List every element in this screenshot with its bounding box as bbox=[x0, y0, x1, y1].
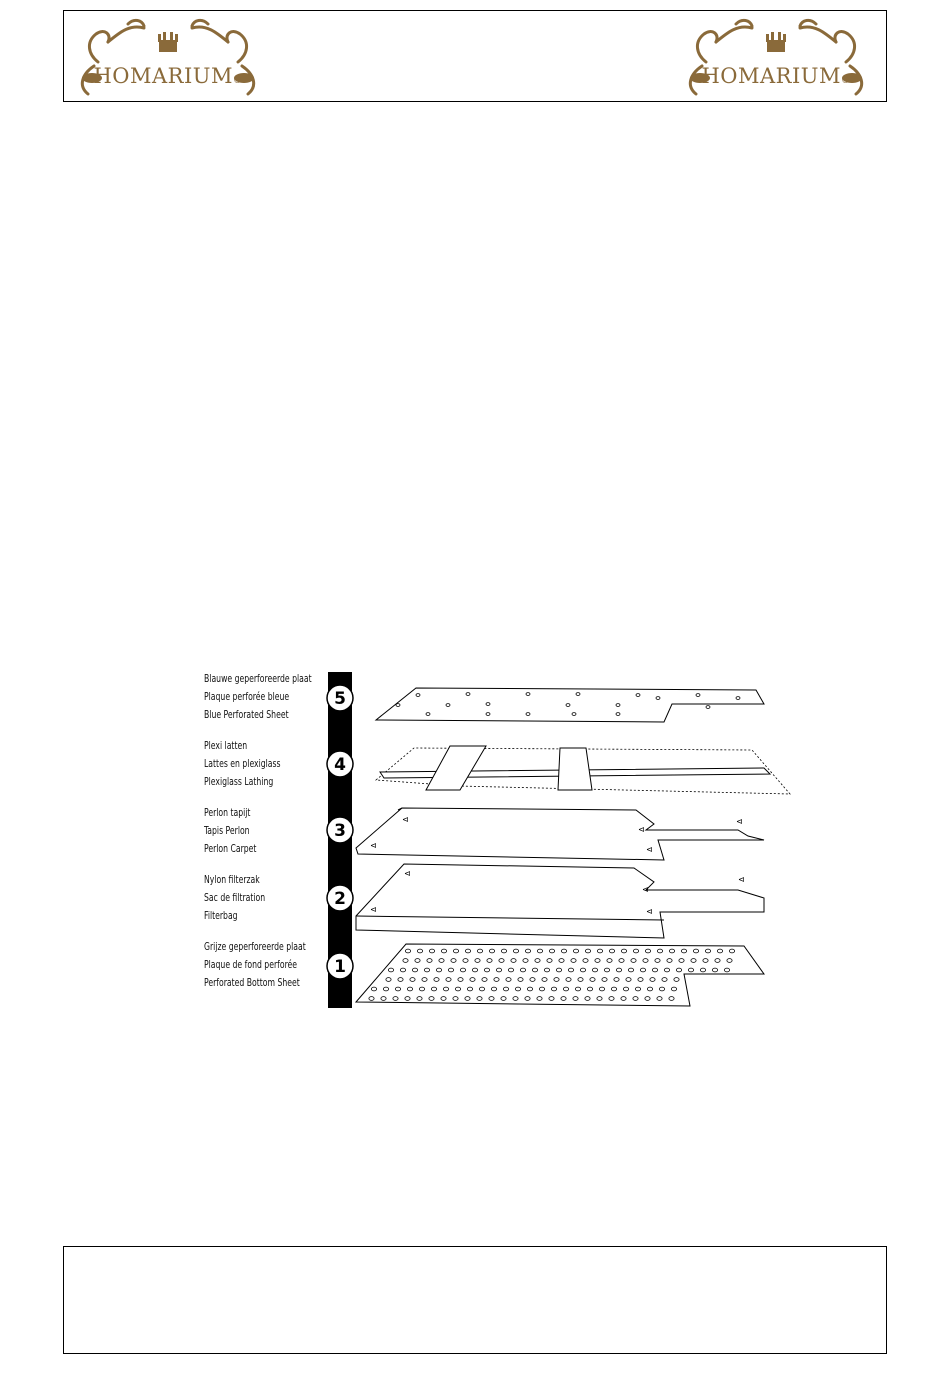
perforation-hole bbox=[590, 978, 595, 982]
perforation-hole bbox=[405, 949, 410, 953]
perforation-hole bbox=[503, 987, 508, 991]
perforation-hole bbox=[410, 978, 415, 982]
perforation-hole bbox=[499, 959, 504, 963]
layer-5-sheet bbox=[376, 688, 764, 722]
perforation-hole bbox=[717, 949, 722, 953]
perforation-hole bbox=[429, 949, 434, 953]
layer-4-number: 4 bbox=[334, 755, 346, 775]
perforation-hole bbox=[568, 968, 573, 972]
perforation-hole bbox=[724, 968, 729, 972]
layer-5-label-fr: Plaque perforée bleue bbox=[204, 690, 290, 703]
perforation-hole bbox=[393, 997, 398, 1001]
perforation-hole bbox=[465, 949, 470, 953]
perforation-hole bbox=[489, 997, 494, 1001]
perforation-hole bbox=[523, 959, 528, 963]
perforation-hole bbox=[645, 997, 650, 1001]
layer-5-labels bbox=[204, 670, 334, 724]
perforation-hole bbox=[628, 968, 633, 972]
perforation-hole bbox=[669, 997, 674, 1001]
svg-text:⊲: ⊲ bbox=[736, 817, 743, 826]
perforation-hole bbox=[441, 997, 446, 1001]
perforation-hole bbox=[482, 978, 487, 982]
perforation-hole bbox=[563, 987, 568, 991]
layer-4-lathing bbox=[376, 746, 790, 794]
perforation-hole bbox=[599, 987, 604, 991]
perforation-hole bbox=[703, 959, 708, 963]
perforation-hole bbox=[400, 968, 405, 972]
layer-3-labels bbox=[204, 804, 334, 858]
perforation-hole bbox=[513, 997, 518, 1001]
perforation-hole bbox=[592, 968, 597, 972]
perforation-hole bbox=[700, 968, 705, 972]
perforation-hole bbox=[520, 968, 525, 972]
perforation-hole bbox=[496, 968, 501, 972]
perforation-hole bbox=[475, 959, 480, 963]
layer-2-label-fr: Sac de filtration bbox=[204, 891, 266, 904]
perforation-hole bbox=[712, 968, 717, 972]
perforation-hole bbox=[532, 968, 537, 972]
perforation-hole bbox=[386, 978, 391, 982]
filter-layers-diagram bbox=[198, 668, 798, 1013]
perforation-hole bbox=[472, 968, 477, 972]
perforation-hole bbox=[431, 987, 436, 991]
perforation-hole bbox=[623, 987, 628, 991]
perforation-hole bbox=[395, 987, 400, 991]
perforation-hole bbox=[470, 978, 475, 982]
perforation-hole bbox=[527, 987, 532, 991]
perforation-hole bbox=[383, 987, 388, 991]
perforation-hole bbox=[460, 968, 465, 972]
perforation-hole bbox=[621, 949, 626, 953]
layer-5-label-nl: Blauwe geperforeerde plaat bbox=[204, 672, 312, 685]
brand-name: HOMARIUM® bbox=[93, 64, 243, 88]
perforation-hole bbox=[525, 949, 530, 953]
perforation-hole bbox=[477, 949, 482, 953]
perforation-hole bbox=[451, 959, 456, 963]
layer-3-label-en: Perlon Carpet bbox=[204, 842, 257, 855]
layer-1-labels bbox=[204, 938, 334, 992]
perforation-hole bbox=[422, 978, 427, 982]
perforation-hole bbox=[535, 959, 540, 963]
perforation-hole bbox=[693, 949, 698, 953]
perforation-hole bbox=[655, 959, 660, 963]
perforation-hole bbox=[453, 997, 458, 1001]
perforation-hole bbox=[547, 959, 552, 963]
perforation-hole bbox=[458, 978, 463, 982]
perforation-hole bbox=[664, 968, 669, 972]
perforation-hole bbox=[691, 959, 696, 963]
perforation-hole bbox=[429, 997, 434, 1001]
perforation-hole bbox=[571, 959, 576, 963]
perforation-hole bbox=[544, 968, 549, 972]
perforation-hole bbox=[561, 949, 566, 953]
perforation-hole bbox=[511, 959, 516, 963]
perforation-hole bbox=[434, 978, 439, 982]
perforation-hole bbox=[398, 978, 403, 982]
layer-1-label-fr: Plaque de fond perforée bbox=[204, 958, 298, 971]
layer-3-label-fr: Tapis Perlon bbox=[204, 824, 250, 837]
svg-text:⊲: ⊲ bbox=[646, 845, 653, 854]
perforation-hole bbox=[530, 978, 535, 982]
perforation-hole bbox=[381, 997, 386, 1001]
perforation-hole bbox=[556, 968, 561, 972]
layer-3-carpet bbox=[356, 808, 764, 860]
perforation-hole bbox=[467, 987, 472, 991]
perforation-hole bbox=[508, 968, 513, 972]
perforation-hole bbox=[439, 959, 444, 963]
perforation-hole bbox=[645, 949, 650, 953]
layer-4-labels bbox=[204, 737, 334, 791]
perforation-hole bbox=[575, 987, 580, 991]
svg-text:⊲: ⊲ bbox=[642, 885, 649, 894]
perforation-hole bbox=[676, 968, 681, 972]
perforation-hole bbox=[631, 959, 636, 963]
perforation-hole bbox=[369, 997, 374, 1001]
perforation-hole bbox=[412, 968, 417, 972]
perforation-hole bbox=[715, 959, 720, 963]
perforation-hole bbox=[448, 968, 453, 972]
perforation-hole bbox=[424, 968, 429, 972]
perforation-hole bbox=[587, 987, 592, 991]
perforation-hole bbox=[371, 987, 376, 991]
perforation-hole bbox=[611, 987, 616, 991]
perforation-hole bbox=[635, 987, 640, 991]
homarium-logo-left bbox=[68, 14, 268, 100]
perforation-hole bbox=[453, 949, 458, 953]
perforation-hole bbox=[638, 978, 643, 982]
perforation-hole bbox=[650, 978, 655, 982]
perforation-hole bbox=[573, 997, 578, 1001]
perforation-hole bbox=[681, 949, 686, 953]
perforation-hole bbox=[537, 997, 542, 1001]
perforation-hole bbox=[688, 968, 693, 972]
perforation-hole bbox=[609, 997, 614, 1001]
perforation-hole bbox=[671, 987, 676, 991]
perforation-hole bbox=[446, 978, 451, 982]
perforation-hole bbox=[566, 978, 571, 982]
perforation-hole bbox=[465, 997, 470, 1001]
perforation-hole bbox=[539, 987, 544, 991]
perforation-hole bbox=[640, 968, 645, 972]
perforation-hole bbox=[419, 987, 424, 991]
perforation-hole bbox=[585, 949, 590, 953]
perforation-hole bbox=[585, 997, 590, 1001]
layer-5-label-en: Blue Perforated Sheet bbox=[204, 708, 289, 721]
perforation-hole bbox=[542, 978, 547, 982]
perforation-hole bbox=[525, 997, 530, 1001]
perforation-hole bbox=[484, 968, 489, 972]
perforation-hole bbox=[501, 997, 506, 1001]
perforation-hole bbox=[554, 978, 559, 982]
perforation-hole bbox=[489, 949, 494, 953]
perforation-hole bbox=[727, 959, 732, 963]
perforation-hole bbox=[616, 968, 621, 972]
perforation-hole bbox=[441, 949, 446, 953]
perforation-hole bbox=[537, 949, 542, 953]
perforation-hole bbox=[669, 949, 674, 953]
perforation-hole bbox=[477, 997, 482, 1001]
perforation-hole bbox=[455, 987, 460, 991]
layer-3-number: 3 bbox=[334, 821, 346, 841]
perforation-hole bbox=[436, 968, 441, 972]
perforation-hole bbox=[513, 949, 518, 953]
perforation-hole bbox=[405, 997, 410, 1001]
perforation-hole bbox=[597, 997, 602, 1001]
perforation-hole bbox=[595, 959, 600, 963]
perforation-hole bbox=[549, 949, 554, 953]
footer-frame bbox=[63, 1246, 887, 1354]
layer-1-number: 1 bbox=[334, 957, 346, 977]
perforation-hole bbox=[647, 987, 652, 991]
perforation-hole bbox=[652, 968, 657, 972]
perforation-hole bbox=[463, 959, 468, 963]
layer-2-label-nl: Nylon filterzak bbox=[204, 873, 260, 886]
perforation-hole bbox=[657, 949, 662, 953]
perforation-hole bbox=[388, 968, 393, 972]
layer-1-label-nl: Grijze geperforeerde plaat bbox=[204, 940, 306, 953]
perforation-hole bbox=[633, 997, 638, 1001]
perforation-hole bbox=[626, 978, 631, 982]
layer-4-label-fr: Lattes en plexiglass bbox=[204, 757, 281, 770]
perforation-hole bbox=[667, 959, 672, 963]
perforation-hole bbox=[559, 959, 564, 963]
layer-4-label-nl: Plexi latten bbox=[204, 739, 248, 752]
perforation-hole bbox=[633, 949, 638, 953]
perforation-hole bbox=[501, 949, 506, 953]
perforation-hole bbox=[705, 949, 710, 953]
perforation-hole bbox=[729, 949, 734, 953]
perforation-hole bbox=[549, 997, 554, 1001]
perforation-hole bbox=[659, 987, 664, 991]
perforation-hole bbox=[417, 997, 422, 1001]
perforation-hole bbox=[580, 968, 585, 972]
perforation-hole bbox=[515, 987, 520, 991]
svg-text:⊲: ⊲ bbox=[370, 841, 377, 850]
layer-5-number: 5 bbox=[334, 689, 346, 709]
perforation-hole bbox=[679, 959, 684, 963]
perforation-hole bbox=[657, 997, 662, 1001]
svg-text:⊲: ⊲ bbox=[402, 815, 409, 824]
perforation-hole bbox=[561, 997, 566, 1001]
perforation-hole bbox=[487, 959, 492, 963]
perforation-hole bbox=[403, 959, 408, 963]
perforation-hole bbox=[602, 978, 607, 982]
perforation-hole bbox=[417, 949, 422, 953]
layer-3-label-nl: Perlon tapijt bbox=[204, 806, 251, 819]
layer-1-bottom-sheet bbox=[356, 944, 764, 1006]
perforation-hole bbox=[621, 997, 626, 1001]
perforation-hole bbox=[643, 959, 648, 963]
perforation-hole bbox=[619, 959, 624, 963]
svg-text:⊲: ⊲ bbox=[404, 869, 411, 878]
perforation-hole bbox=[427, 959, 432, 963]
svg-text:⊲: ⊲ bbox=[370, 905, 377, 914]
perforation-hole bbox=[597, 949, 602, 953]
svg-text:⊲: ⊲ bbox=[738, 875, 745, 884]
perforation-hole bbox=[609, 949, 614, 953]
perforation-hole bbox=[573, 949, 578, 953]
perforation-hole bbox=[443, 987, 448, 991]
perforation-hole bbox=[614, 978, 619, 982]
layer-4-label-en: Plexiglass Lathing bbox=[204, 775, 274, 788]
layer-2-label-en: Filterbag bbox=[204, 909, 238, 922]
perforation-hole bbox=[607, 959, 612, 963]
perforation-hole bbox=[662, 978, 667, 982]
svg-text:⊲: ⊲ bbox=[638, 825, 645, 834]
perforation-hole bbox=[518, 978, 523, 982]
brand-name: HOMARIUM® bbox=[701, 64, 851, 88]
perforation-hole bbox=[674, 978, 679, 982]
svg-text:⊲: ⊲ bbox=[646, 907, 653, 916]
layer-2-labels bbox=[204, 871, 334, 925]
perforation-hole bbox=[407, 987, 412, 991]
layer-1-label-en: Perforated Bottom Sheet bbox=[204, 976, 300, 989]
layer-2-number: 2 bbox=[334, 889, 346, 909]
layer-2-filterbag bbox=[356, 864, 764, 938]
perforation-hole bbox=[415, 959, 420, 963]
perforation-hole bbox=[604, 968, 609, 972]
perforation-hole bbox=[583, 959, 588, 963]
perforation-hole bbox=[491, 987, 496, 991]
perforation-hole bbox=[506, 978, 511, 982]
perforation-hole bbox=[479, 987, 484, 991]
homarium-logo-right bbox=[676, 14, 876, 100]
perforation-hole bbox=[494, 978, 499, 982]
perforation-hole bbox=[578, 978, 583, 982]
perforation-hole bbox=[551, 987, 556, 991]
